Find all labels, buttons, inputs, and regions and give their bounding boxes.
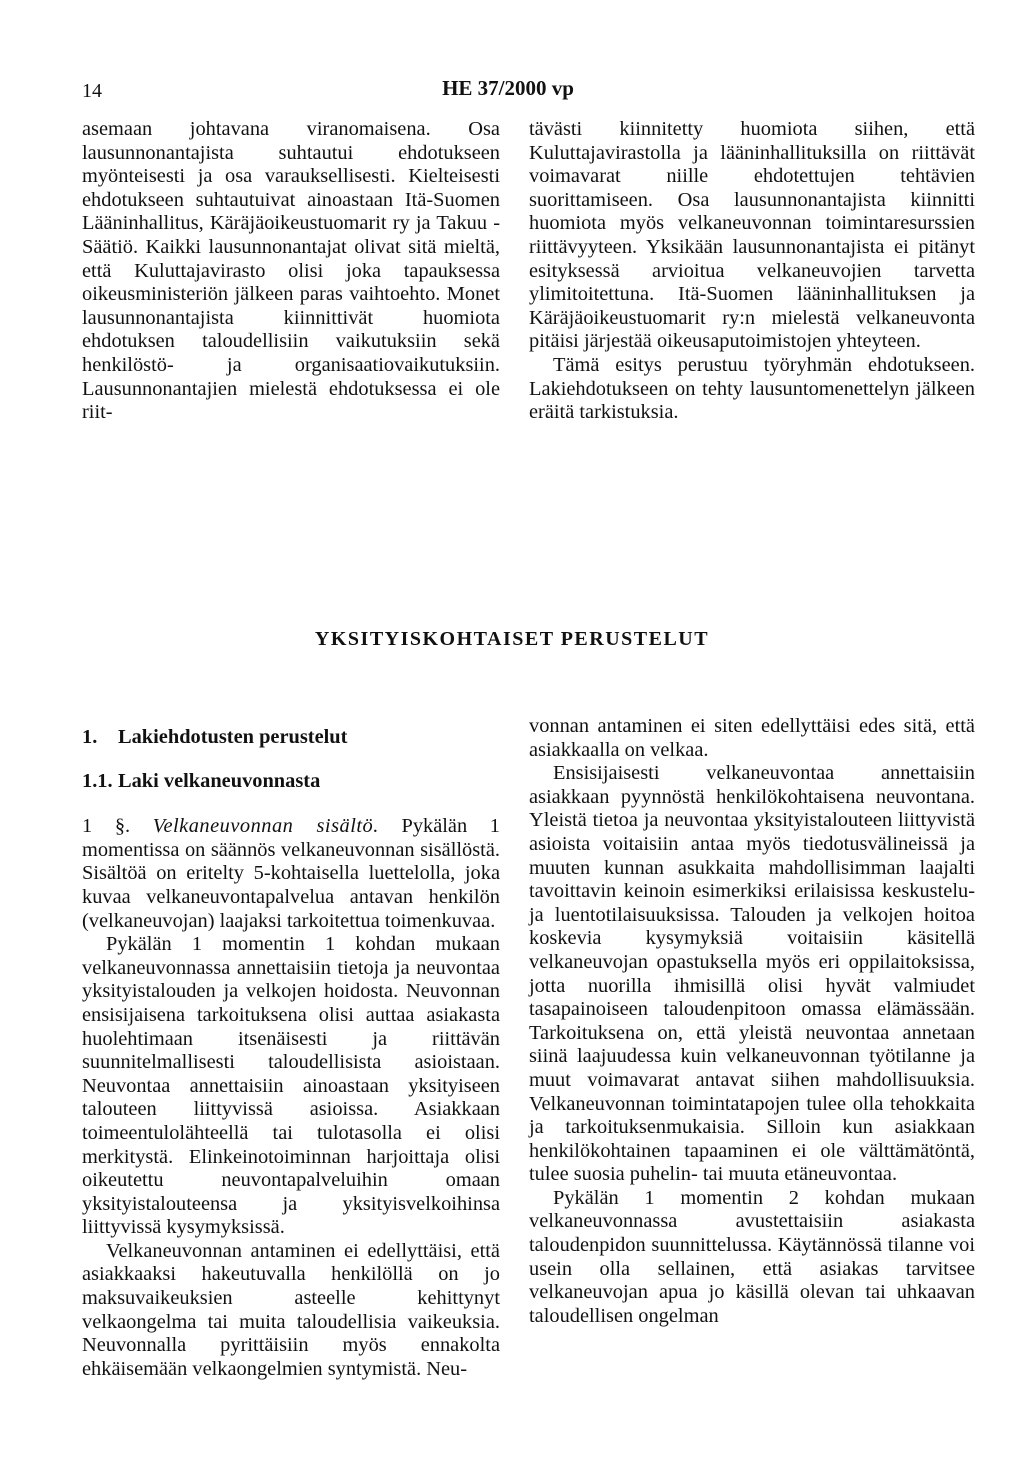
section-number: 1 §.	[82, 815, 131, 838]
heading-text: Lakiehdotusten perustelut	[118, 726, 348, 748]
bottom-right-column	[529, 715, 975, 1328]
heading-level-1	[82, 726, 500, 750]
paragraph: vonnan antaminen ei siten edellyttäisi edes sitä, että asiakkaalla on velkaa.	[529, 715, 975, 761]
paragraph-text: Pykälän 1 momentissa on säännös velkaneuvonnan sisällöstä. Sisältöä on eritelty 5-kohtaisella luettelolla, joka kuvaa velkaneuvontapalvelua antavan henkilön (velkaneuvojan) laajaksi tarkoitettua toimenkuvaa.	[82, 815, 500, 932]
paragraph: Tämä esitys perustuu työryhmän ehdotukseen. Lakiehdotukseen on tehty lausuntomenettelyn jälkeen eräitä tarkistuksia.	[529, 353, 975, 424]
heading-level-2	[82, 770, 500, 794]
top-left-column	[82, 118, 500, 425]
paragraph: tävästi kiinnitetty huomiota siihen, että Kuluttajavirastolla ja lääninhallituksilla on riittävät voimavarat niille ehdotettujen tehtävien suorittamiseen. Osa lausunnonantajista kiinnitti huomiota myös velkaneuvonnan toimintaresurssien riittävyyteen. Yksikään lausunnonantajista ei pitänyt esityksessä arvioitua velkaneuvojien tarvetta ylimitoitettuna. Itä-Suomen lääninhallituksen ja Käräjäoikeustuomarit ry:n mielestä velkaneuvonta pitäisi järjestää oikeusaputoimistojen yhteyteen.	[529, 118, 975, 353]
paragraph: Pykälän 1 momentin 1 kohdan mukaan velkaneuvonnassa annettaisiin tietoja ja neuvontaa yksityistalouden ja velkojen hoidosta. Neuvonnan ensisijaisena tarkoituksena olisi auttaa asiakasta huolehtimaan itsenäisesti ja riittävän suunnitelmallisesti taloudellisista asioistaan. Neuvontaa annettaisiin ainoastaan yksityiseen talouteen liittyvissä asioissa. Asiakkaan toimeentulolähteellä tai tulotasolla ei olisi merkitystä. Elinkeinotoiminnan harjoittaja olisi oikeutettu neuvontapalveluihin omaan yksityistalouteensa ja yksityisvelkoihinsa liittyvissä kysymyksissä.	[82, 933, 500, 1239]
paragraph	[82, 815, 500, 933]
paragraph: Velkaneuvonnan antaminen ei edellyttäisi, että asiakkaaksi hakeutuvalla henkilöllä on jo maksuvaikeuksien asteelle kehittynyt velkaongelma tai muita taloudellisia vaikeuksia. Neuvonnalla pyrittäisiin myös ennakolta ehkäisemään velkaongelmien syntymistä. Neu-	[82, 1239, 500, 1380]
bottom-left-column	[82, 718, 500, 1381]
paragraph: Pykälän 1 momentin 2 kohdan mukaan velkaneuvonnassa avustettaisiin asiakasta taloudenpidon suunnittelussa. Käytännössä tilanne voi usein olla sellainen, että asiakas tarvitsee velkaneuvojan apua jo käsillä olevan tai uhkaavan taloudellisen ongelman	[529, 1186, 975, 1327]
section-heading: Velkaneuvonnan sisältö.	[152, 815, 379, 838]
top-right-column	[529, 118, 975, 425]
heading-number: 1.	[82, 726, 98, 748]
heading-number: 1.1.	[82, 769, 113, 792]
heading-text: Laki velkaneuvonnasta	[118, 769, 321, 792]
paragraph: asemaan johtavana viranomaisena. Osa lausunnonantajista suhtautui ehdotukseen myönteisesti ja osa varauksellisesti. Kielteisesti ehdotukseen suhtautuivat ainoastaan Itä-Suomen Lääninhallitus, Käräjäoikeustuomarit ry ja Takuu - Säätiö. Kaikki lausunnonantajat olivat sitä mieltä, että Kuluttajavirasto olisi joka tapauksessa oikeusministeriön jälkeen paras vaihtoehto. Monet lausunnonantajista kiinnittivät huomiota ehdotuksen taloudellisiin vaikutuksiin sekä henkilöstö- ja organisaatiovaikutuksiin. Lausunnonantajien mielestä ehdotuksessa ei ole riit-	[82, 118, 500, 424]
section-title: YKSITYISKOHTAISET PERUSTELUT	[314, 628, 710, 650]
paragraph: Ensisijaisesti velkaneuvontaa annettaisiin asiakkaan pyynnöstä henkilökohtaisena neuvontana. Yleistä tietoa ja neuvontaa yksityistalouteen liittyvistä asioista voitaisiin antaa myös tiedotusvälineissä ja muuten kunnan asukkaita mahdollisimman laajalti tavoittavin keinoin esimerkiksi erilaisissa keskustelu- ja luentotilaisuuksissa. Talouden ja velkojen hoitoa koskevia kysymyksiä voitaisiin käsitellä velkaneuvojan opastuksella myös eri oppilaitoksissa, jotta nuorilla ihmisillä olisi hyvät valmiudet tasapainoiseen taloudenpitoon omassa elämässään. Tarkoituksena on, että yleistä neuvontaa annetaan siinä laajuudessa kuin velkaneuvonnan työtilanne ja muut voimavarat antavat siihen mahdollisuuksia. Velkaneuvonnan toimintatapojen tulee olla tehokkaita ja tarkoituksenmukaisia. Silloin kun asiakkaan henkilökohtainen tapaaminen ei ole välttämätöntä, tulee suosia puhelin- tai muuta etäneuvontaa.	[529, 762, 975, 1186]
page-number: 14	[82, 80, 102, 102]
document-id: HE 37/2000 vp	[442, 76, 574, 100]
